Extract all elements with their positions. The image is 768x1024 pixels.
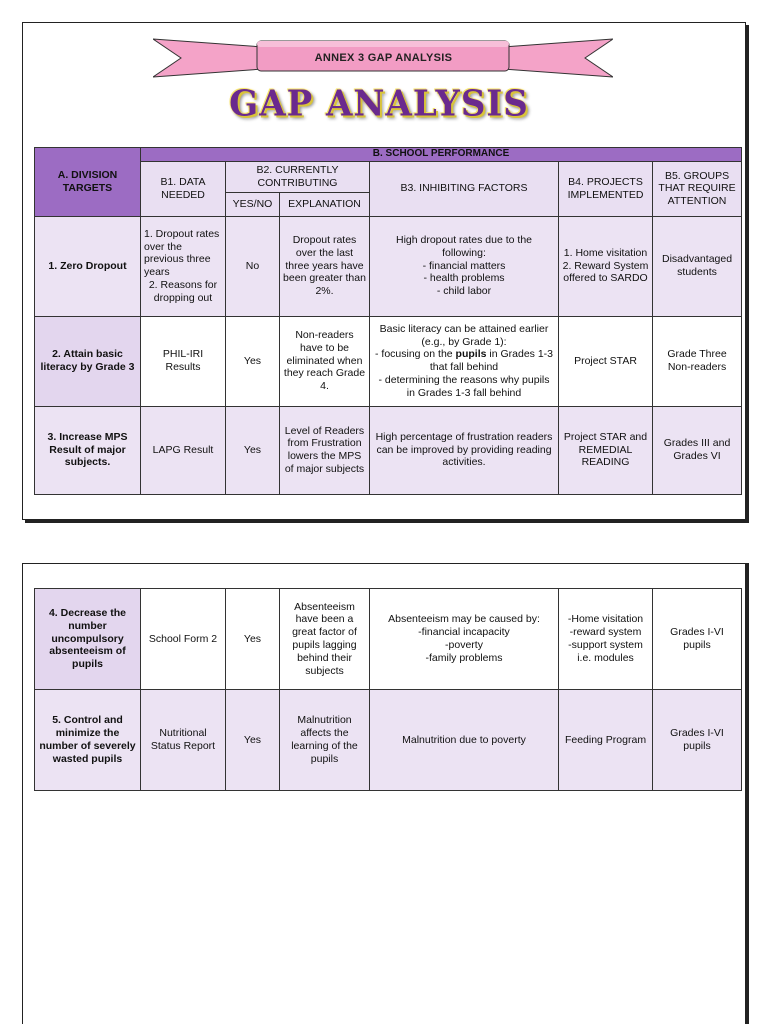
data-needed-cell: Nutritional Status Report [141,690,226,791]
explanation-cell: Malnutrition affects the learning of the pupils [280,690,370,791]
header-division-targets: A. DIVISION TARGETS [35,148,141,217]
target-cell: 2. Attain basic literacy by Grade 3 [35,316,141,406]
header-explanation: EXPLANATION [280,192,370,216]
projects-cell [559,216,653,316]
inhibiting-factors-cell [370,216,559,316]
target-cell: 5. Control and minimize the number of severely wasted pupils [35,690,141,791]
inhibiting-line: - health problems [423,272,505,285]
inhibiting-line: - determining the reasons why pupils in Grades 1-3 fall behind [378,373,550,399]
yes-no-cell: Yes [226,316,280,406]
header-b5: B5. GROUPS THAT REQUIRE ATTENTION [653,162,742,217]
inhibiting-line: -family problems [425,651,503,664]
groups-cell: Grade Three Non-readers [653,316,742,406]
data-needed-line: 1. Dropout rates over the previous three years [144,227,220,279]
inhibiting-line [373,348,555,374]
banner-label: ANNEX 3 GAP ANALYSIS [314,52,453,64]
header-yes-no: YES/NO [226,192,280,216]
inhibiting-line: -poverty [445,639,483,651]
projects-cell: Project STAR [559,316,653,406]
explanation-cell: Absenteeism have been a great factor of pupils lagging behind their subjects [280,589,370,690]
header-b3: B3. INHIBITING FACTORS [370,162,559,217]
yes-no-cell: No [226,216,280,316]
data-needed-cell: School Form 2 [141,589,226,690]
projects-cell: Project STAR and REMEDIAL READING [559,406,653,494]
explanation-cell: Dropout rates over the last three years have been greater than 2%. [280,216,370,316]
data-needed-line: 2. Reasons for dropping out [148,278,218,304]
inhibiting-line: Basic literacy can be attained earlier (e.g., by Grade 1): [379,322,549,348]
header-b4: B4. PROJECTS IMPLEMENTED [559,162,653,217]
table-row [35,690,742,791]
inhibiting-factors-cell [370,589,559,690]
project-line: -reward system [569,626,642,639]
target-cell: 3. Increase MPS Result of major subjects. [35,406,141,494]
data-needed-cell: LAPG Result [141,406,226,494]
explanation-cell: Level of Readers from Frustration lowers the MPS of major subjects [280,406,370,494]
gap-analysis-table-continued [34,588,742,791]
groups-cell: Grades I-VI pupils [653,589,742,690]
inhibiting-factors-cell [370,316,559,406]
projects-cell [559,589,653,690]
table-row [35,589,742,690]
projects-cell: Feeding Program [559,690,653,791]
page-two [22,563,746,1024]
inhibiting-line: Absenteeism may be caused by: [388,613,540,626]
project-line: -Home visitation [567,613,644,626]
inhibiting-text: in Grades 1-3 that fall behind [429,348,554,374]
inhibiting-line: -financial incapacity [418,626,510,639]
inhibiting-line: High dropout rates due to the following: [395,234,532,259]
header-b1: B1. DATA NEEDED [141,162,226,217]
table-row [35,216,742,316]
groups-cell: Grades III and Grades VI [653,406,742,494]
project-line: 2. Reward System offered to SARDO [562,259,649,285]
inhibiting-bold-text: pupils [455,348,487,361]
gap-analysis-title: GAP ANALYSIS [229,83,529,125]
target-cell: 1. Zero Dropout [35,216,141,316]
gap-analysis-table [34,147,742,495]
project-line: 1. Home visitation [563,246,648,259]
groups-cell: Grades I-VI pupils [653,690,742,791]
header-b2: B2. CURRENTLY CONTRIBUTING [226,162,370,193]
data-needed-cell [141,216,226,316]
table-row [35,406,742,494]
inhibiting-text: - focusing on the [374,348,456,361]
inhibiting-line: - financial matters [422,259,506,272]
data-needed-cell: PHIL-IRI Results [141,316,226,406]
yes-no-cell: Yes [226,406,280,494]
yes-no-cell: Yes [226,690,280,791]
inhibiting-line: - child labor [436,285,492,298]
inhibiting-factors-cell: High percentage of frustration readers can be improved by providing reading activities. [370,406,559,494]
yes-no-cell: Yes [226,589,280,690]
inhibiting-factors-cell: Malnutrition due to poverty [370,690,559,791]
page-one [22,22,746,520]
header-school-performance: B. SCHOOL PERFORMANCE [141,148,742,162]
groups-cell: Disadvantaged students [653,216,742,316]
target-cell: 4. Decrease the number uncompulsory absenteeism of pupils [35,589,141,690]
project-line: -support system i.e. modules [568,639,643,664]
table-row [35,316,742,406]
explanation-cell: Non-readers have to be eliminated when they reach Grade 4. [280,316,370,406]
